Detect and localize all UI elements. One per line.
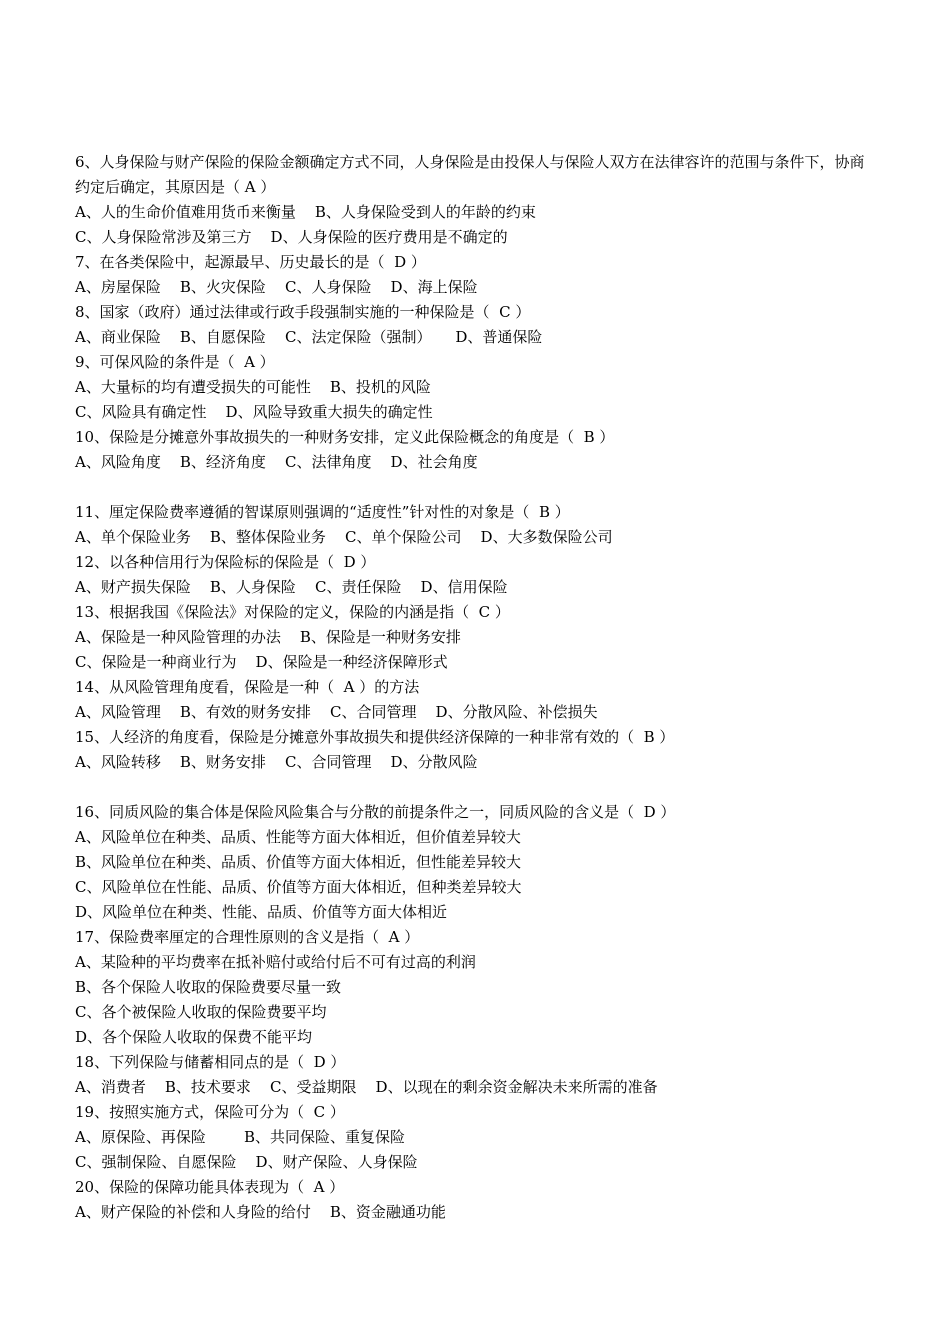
question-text: 8、国家（政府）通过法律或行政手段强制实施的一种保险是（ C ） [75, 303, 531, 321]
blank-line [75, 775, 875, 800]
question-text: 19、按照实施方式，保险可分为（ C ） [75, 1103, 345, 1121]
option-line: A、风险单位在种类、品质、性能等方面大体相近，但价值差异较大 [75, 828, 521, 846]
option-line: C、保险是一种商业行为 D、保险是一种经济保障形式 [75, 653, 448, 671]
option-line: A、人的生命价值难用货币来衡量 B、人身保险受到人的年龄的约束 [75, 203, 536, 221]
option-line: C、风险单位在性能、品质、价值等方面大体相近，但种类差异较大 [75, 878, 522, 896]
option-line: A、财产损失保险 B、人身保险 C、责任保险 D、信用保险 [75, 578, 508, 596]
question-text: 13、根据我国《保险法》对保险的定义，保险的内涵是指（ C ） [75, 603, 510, 621]
question-text: 9、可保风险的条件是（ A ） [75, 353, 275, 371]
option-line: A、原保险、再保险 B、共同保险、重复保险 [75, 1128, 406, 1146]
question-text: 10、保险是分摊意外事故损失的一种财务安排，定义此保险概念的角度是（ B ） [75, 428, 615, 446]
document-body [75, 150, 875, 1225]
option-line: B、各个保险人收取的保险费要尽量一致 [75, 978, 342, 996]
option-line: A、大量标的均有遭受损失的可能性 B、投机的风险 [75, 378, 431, 396]
option-line: A、财产保险的补偿和人身险的给付 B、资金融通功能 [75, 1203, 446, 1221]
blank-line [75, 475, 875, 500]
option-line: B、风险单位在种类、品质、价值等方面大体相近，但性能差异较大 [75, 853, 522, 871]
option-line: C、人身保险常涉及第三方 D、人身保险的医疗费用是不确定的 [75, 228, 508, 246]
question-text: 6、人身保险与财产保险的保险金额确定方式不同，人身保险是由投保人与保险人双方在法律容许的范围与条件下，协商约定后确定，其原因是（ A ） [75, 153, 865, 196]
option-line: A、风险管理 B、有效的财务安排 C、合同管理 D、分散风险、补偿损失 [75, 703, 598, 721]
option-line: A、单个保险业务 B、整体保险业务 C、单个保险公司 D、大多数保险公司 [75, 528, 613, 546]
option-line: A、风险转移 B、财务安排 C、合同管理 D、分散风险 [75, 753, 478, 771]
question-text: 14、从风险管理角度看，保险是一种（ A ）的方法 [75, 678, 420, 696]
option-line: D、各个保险人收取的保费不能平均 [75, 1028, 313, 1046]
question-text: 20、保险的保障功能具体表现为（ A ） [75, 1178, 345, 1196]
option-line: A、房屋保险 B、火灾保险 C、人身保险 D、海上保险 [75, 278, 478, 296]
question-text: 18、下列保险与储蓄相同点的是（ D ） [75, 1053, 346, 1071]
question-text: 17、保险费率厘定的合理性原则的含义是指（ A ） [75, 928, 420, 946]
option-line: A、保险是一种风险管理的办法 B、保险是一种财务安排 [75, 628, 461, 646]
question-text: 7、在各类保险中，起源最早、历史最长的是（ D ） [75, 253, 426, 271]
option-line: A、某险种的平均费率在抵补赔付或给付后不可有过高的利润 [75, 953, 476, 971]
option-line: A、消费者 B、技术要求 C、受益期限 D、以现在的剩余资金解决未来所需的准备 [75, 1078, 658, 1096]
question-text: 16、同质风险的集合体是保险风险集合与分散的前提条件之一，同质风险的含义是（ D ） [75, 803, 676, 821]
option-line: C、风险具有确定性 D、风险导致重大损失的确定性 [75, 403, 433, 421]
option-line: D、风险单位在种类、性能、品质、价值等方面大体相近 [75, 903, 448, 921]
question-text: 15、人经济的角度看，保险是分摊意外事故损失和提供经济保障的一种非常有效的（ B ） [75, 728, 675, 746]
question-text: 11、厘定保险费率遵循的智谋原则强调的“适度性”针对性的对象是（ B ） [75, 503, 570, 521]
option-line: C、强制保险、自愿保险 D、财产保险、人身保险 [75, 1153, 418, 1171]
option-line: C、各个被保险人收取的保险费要平均 [75, 1003, 327, 1021]
option-line: A、商业保险 B、自愿保险 C、法定保险（强制） D、普通保险 [75, 328, 543, 346]
question-text: 12、以各种信用行为保险标的保险是（ D ） [75, 553, 376, 571]
option-line: A、风险角度 B、经济角度 C、法律角度 D、社会角度 [75, 453, 478, 471]
